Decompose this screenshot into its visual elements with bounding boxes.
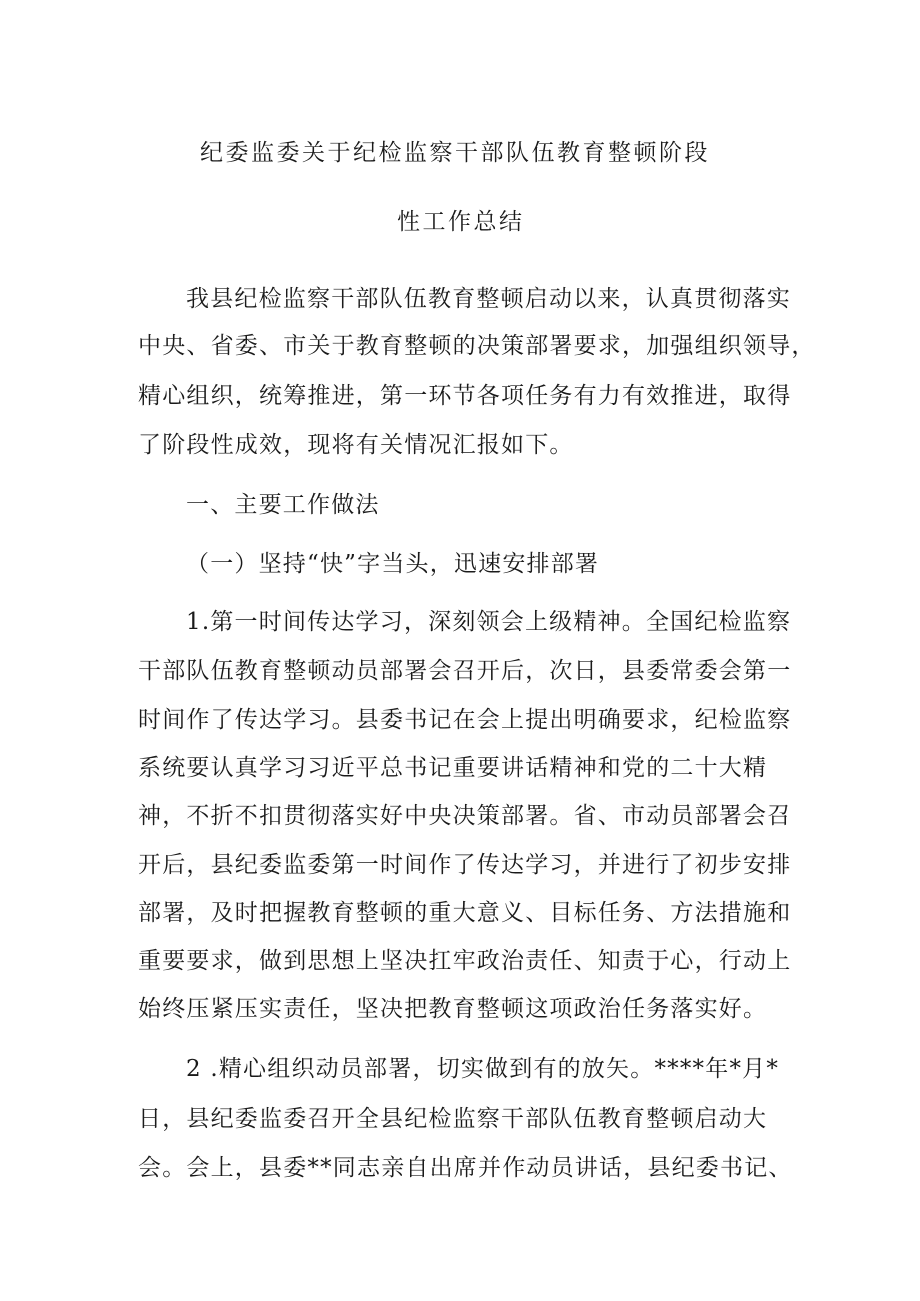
- item-1-line: 部署，及时把握教育整顿的重大意义、目标任务、方法措施和: [138, 900, 792, 926]
- item-2-line: 日，县纪委监委召开全县纪检监察干部队伍教育整顿启动大: [138, 1106, 768, 1132]
- item-1-line: 干部队伍教育整顿动员部署会召开后，次日，县委常委会第一: [138, 658, 792, 684]
- item-1-line: 系统要认真学习习近平总书记重要讲话精神和党的二十大精: [138, 755, 768, 781]
- item-1-line: 神，不折不扣贯彻落实好中央决策部署。省、市动员部署会召: [138, 803, 792, 829]
- document-title-line-2: 性工作总结: [397, 209, 525, 235]
- item-1-line: 1.第一时间传达学习，深刻领会上级精神。全国纪检监察: [186, 609, 792, 635]
- item-1-line: 时间作了传达学习。县委书记在会上提出明确要求，纪检监察: [138, 707, 792, 733]
- subsection-heading: （一）坚持“快”字当头，迅速安排部署: [186, 551, 600, 577]
- intro-paragraph-line: 中央、省委、市关于教育整顿的决策部署要求，加强组织领导，: [138, 333, 816, 359]
- intro-paragraph-line: 我县纪检监察干部队伍教育整顿启动以来，认真贯彻落实: [186, 286, 791, 312]
- intro-paragraph-line: 了阶段性成效，现将有关情况汇报如下。: [138, 432, 574, 458]
- intro-paragraph-line: 精心组织，统筹推进，第一环节各项任务有力有效推进，取得: [138, 383, 792, 409]
- item-1-line: 开后，县纪委监委第一时间作了传达学习，并进行了初步安排: [138, 852, 792, 878]
- item-1-line: 始终压紧压实责任，坚决把教育整顿这项政治任务落实好。: [138, 996, 768, 1022]
- item-2-line: 会。会上，县委**同志亲自出席并作动员讲话，县纪委书记、: [138, 1155, 793, 1181]
- item-1-line: 重要要求，做到思想上坚决扛牢政治责任、知责于心，行动上: [138, 948, 792, 974]
- section-heading: 一、主要工作做法: [186, 492, 380, 518]
- document-title-line-1: 纪委监委关于纪检监察干部队伍教育整顿阶段: [200, 140, 710, 166]
- item-2-line: 2 .精心组织动员部署，切实做到有的放矢。****年*月*: [186, 1056, 780, 1082]
